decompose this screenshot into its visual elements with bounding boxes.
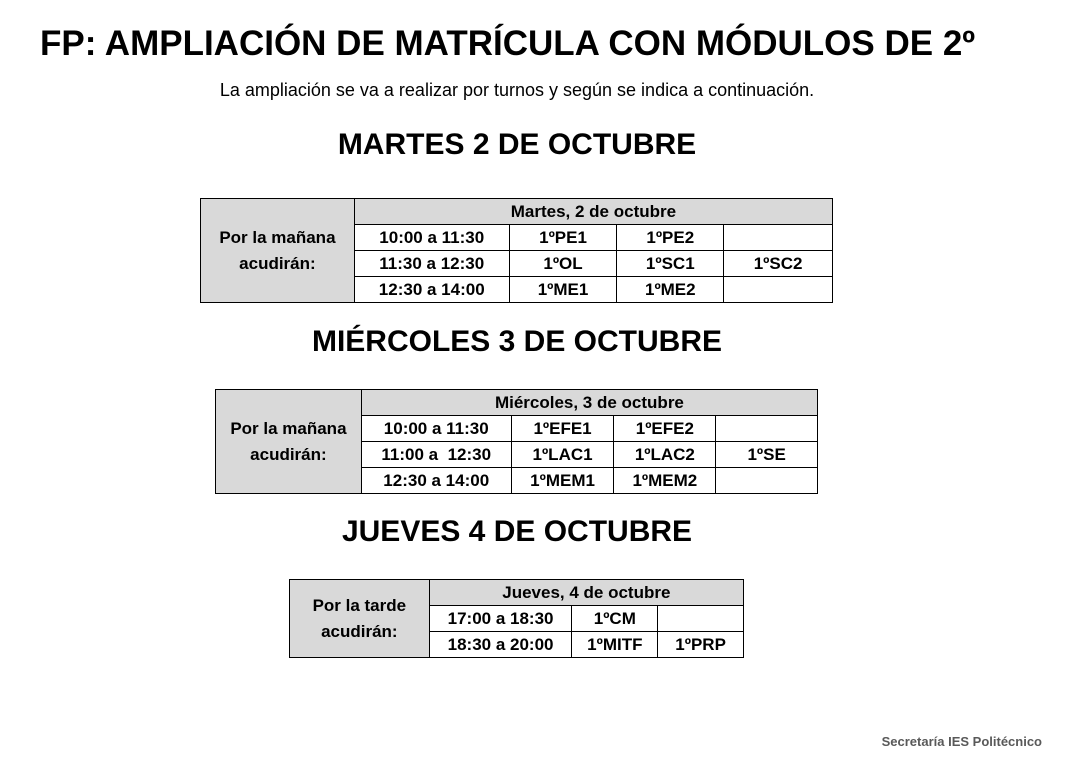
group-cell: 1ºSE [716,442,818,468]
schedule-table-miercoles [215,389,818,494]
group-cell: 1ºOL [509,251,617,277]
group-cell: 1ºLAC1 [511,442,614,468]
table-header-row [290,580,744,606]
table-header-row [216,390,818,416]
group-cell: 1ºPE1 [509,225,617,251]
page-subtitle: La ampliación se va a realizar por turnos y según se indica a continuación. [219,80,815,100]
shift-label-line2: acudirán: [250,444,327,464]
table-header: Martes, 2 de octubre [354,199,832,225]
table-header-row [201,199,833,225]
group-cell: 1ºME2 [617,277,724,303]
group-cell: 1ºLAC2 [614,442,716,468]
time-slot-cell: 10:00 a 11:30 [361,416,511,442]
table-header: Miércoles, 3 de octubre [361,390,817,416]
time-slot-cell: 12:30 a 14:00 [354,277,509,303]
shift-label-line2: acudirán: [321,621,398,641]
table-header: Jueves, 4 de octubre [429,580,743,606]
schedule-table-jueves [289,579,744,658]
time-slot-cell: 18:30 a 20:00 [429,632,572,658]
shift-label-cell [216,390,362,494]
shift-label-line1: Por la tarde [312,595,407,615]
group-cell: 1ºCM [572,606,658,632]
group-cell: 1ºMITF [572,632,658,658]
shift-label-line1: Por la mañana [219,227,336,247]
group-cell [724,225,833,251]
shift-label-line2: acudirán: [239,253,316,273]
group-cell: 1ºSC1 [617,251,724,277]
group-cell: 1ºEFE1 [511,416,614,442]
page-title: FP: AMPLIACIÓN DE MATRÍCULA CON MÓDULOS DE 2º [40,24,976,63]
group-cell: 1ºME1 [509,277,617,303]
group-cell [658,606,744,632]
footer-signature: Secretaría IES Politécnico [881,734,1042,749]
day-heading-miercoles: MIÉRCOLES 3 DE OCTUBRE [311,325,723,358]
group-cell: 1ºEFE2 [614,416,716,442]
group-cell [716,416,818,442]
time-slot-cell: 12:30 a 14:00 [361,468,511,494]
shift-label-line1: Por la mañana [230,418,347,438]
time-slot-cell: 10:00 a 11:30 [354,225,509,251]
group-cell [724,277,833,303]
day-heading-martes: MARTES 2 DE OCTUBRE [337,128,697,161]
group-cell: 1ºMEM1 [511,468,614,494]
group-cell: 1ºPE2 [617,225,724,251]
time-slot-cell: 11:00 a 12:30 [361,442,511,468]
group-cell: 1ºPRP [658,632,744,658]
day-heading-jueves: JUEVES 4 DE OCTUBRE [341,515,693,548]
time-slot-cell: 11:30 a 12:30 [354,251,509,277]
group-cell [716,468,818,494]
schedule-table-martes [200,198,833,303]
group-cell: 1ºSC2 [724,251,833,277]
shift-label-cell [201,199,355,303]
shift-label-cell [290,580,430,658]
group-cell: 1ºMEM2 [614,468,716,494]
time-slot-cell: 17:00 a 18:30 [429,606,572,632]
